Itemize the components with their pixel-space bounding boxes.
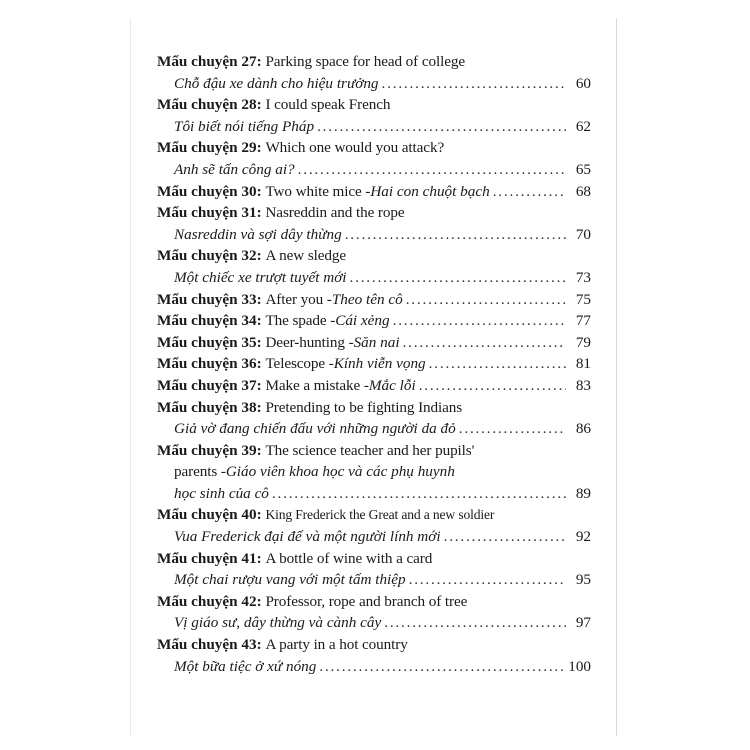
- leader-dots: [272, 483, 566, 505]
- leader-dots: [409, 569, 566, 591]
- toc-entry-28: [157, 94, 591, 137]
- toc-entry-heading: [157, 504, 591, 526]
- english-title: Make a mistake -: [265, 376, 369, 394]
- book-page: [130, 18, 617, 736]
- toc-entry-subline: [157, 267, 591, 289]
- english-title: The science teacher and her pupils': [265, 441, 475, 459]
- toc-entry-heading: [157, 634, 591, 656]
- toc-entry-subline: [157, 418, 591, 440]
- toc-entry-subline: [157, 116, 591, 138]
- story-label: Mẩu chuyện 37:: [157, 376, 262, 394]
- toc-entry-heading: [157, 310, 591, 332]
- leader-dots: [444, 526, 566, 548]
- leader-dots: [403, 332, 566, 354]
- story-label: Mẩu chuyện 30:: [157, 182, 262, 200]
- toc-entry-subline: [157, 224, 591, 246]
- page-number: 100: [568, 657, 591, 675]
- vietnamese-title: Giả vờ đang chiến đấu với những người da đỏ: [174, 420, 456, 438]
- toc-entry-30: [157, 181, 591, 203]
- english-title: King Frederick the Great and a new soldier: [265, 507, 495, 523]
- toc-entry-37: [157, 375, 591, 397]
- english-title: Deer-hunting -: [265, 333, 354, 351]
- vietnamese-title: Giáo viên khoa học và các phụ huynh: [225, 463, 455, 481]
- toc-entry-36: [157, 353, 591, 375]
- story-label: Mẩu chuyện 27:: [157, 53, 262, 70]
- page-number: 89: [575, 484, 591, 502]
- page-number: 83: [575, 376, 591, 394]
- toc-entry-subline: [157, 612, 591, 634]
- toc-entry-39: [157, 440, 591, 505]
- toc-entry-heading: [157, 289, 591, 311]
- page-number: 73: [575, 268, 591, 286]
- leader-dots: [419, 375, 566, 397]
- story-label: Mẩu chuyện 38:: [157, 398, 262, 416]
- toc-entry-subline: [157, 159, 591, 181]
- toc-entry-29: [157, 137, 591, 180]
- page-number: 60: [575, 74, 591, 92]
- toc-entry-heading: [157, 591, 591, 613]
- story-label: Mẩu chuyện 32:: [157, 247, 262, 265]
- toc-entry-heading: [157, 440, 591, 462]
- vietnamese-title: Mắc lỗi: [368, 376, 416, 394]
- toc-entry-heading: [157, 94, 591, 116]
- toc-entry-42: [157, 591, 591, 634]
- page-number: 70: [575, 225, 591, 243]
- english-title: Telescope -: [265, 355, 334, 373]
- english-title: Pretending to be fighting Indians: [265, 398, 463, 416]
- toc-entry-43: [157, 634, 591, 677]
- story-label: Mẩu chuyện 31:: [157, 204, 262, 222]
- toc-entry-35: [157, 332, 591, 354]
- leader-dots: [298, 159, 566, 181]
- page-number: 95: [575, 571, 591, 589]
- page-number: 81: [575, 355, 591, 373]
- vietnamese-title: Một bữa tiệc ở xứ nóng: [174, 657, 317, 675]
- page-number: 62: [575, 117, 591, 135]
- vietnamese-title: Nasreddin và sợi dây thừng: [174, 225, 342, 243]
- english-title: The spade -: [265, 312, 336, 330]
- english-title: Which one would you attack?: [265, 139, 445, 157]
- toc-entry-31: [157, 202, 591, 245]
- english-title: Nasreddin and the rope: [265, 204, 405, 222]
- english-title: Parking space for head of college: [265, 53, 465, 70]
- leader-dots: [429, 353, 566, 375]
- leader-dots: [350, 267, 566, 289]
- toc-entry-subline: [157, 569, 591, 591]
- leader-dots: [384, 612, 566, 634]
- page-number: 86: [575, 420, 591, 438]
- toc-entry-heading: [157, 181, 591, 203]
- toc-entry-subline: [157, 526, 591, 548]
- vietnamese-title: Tôi biết nói tiếng Pháp: [174, 117, 315, 135]
- leader-dots: [319, 656, 565, 678]
- story-label: Mẩu chuyện 40:: [157, 506, 262, 524]
- toc-entry-heading: [157, 375, 591, 397]
- story-label: Mẩu chuyện 43:: [157, 636, 262, 654]
- leader-dots: [317, 116, 566, 138]
- vietnamese-title: Săn nai: [353, 333, 400, 351]
- leader-dots: [345, 224, 566, 246]
- toc-entry-heading: [157, 51, 591, 73]
- toc-entry-subline: [157, 461, 591, 483]
- vietnamese-title: Vua Frederick đại đế và một người lính mới: [174, 528, 441, 546]
- leader-dots: [493, 181, 566, 203]
- vietnamese-title: Theo tên cô: [331, 290, 403, 308]
- toc-entry-40: [157, 504, 591, 547]
- toc-entry-41: [157, 548, 591, 591]
- vietnamese-title: Cái xẻng: [335, 312, 390, 330]
- story-label: Mẩu chuyện 41:: [157, 549, 262, 567]
- english-title: Two white mice -: [265, 182, 371, 200]
- story-label: Mẩu chuyện 42:: [157, 592, 262, 610]
- vietnamese-title: Vị giáo sư, dây thừng và cành cây: [174, 614, 382, 632]
- story-label: Mẩu chuyện 34:: [157, 312, 262, 330]
- toc-entry-heading: [157, 548, 591, 570]
- leader-dots: [382, 73, 566, 95]
- leader-dots: [393, 310, 566, 332]
- toc-entry-heading: [157, 332, 591, 354]
- english-title-continued: parents -: [174, 463, 226, 481]
- english-title: A bottle of wine with a card: [265, 549, 433, 567]
- vietnamese-title: Một chiếc xe trượt tuyết mới: [174, 268, 347, 286]
- toc-entry-subline: [157, 656, 591, 678]
- toc-entry-heading: [157, 245, 591, 267]
- english-title: A party in a hot country: [265, 636, 408, 654]
- english-title: A new sledge: [265, 247, 347, 265]
- toc-entry-38: [157, 397, 591, 440]
- vietnamese-title-continued: học sinh của cô: [174, 484, 269, 502]
- page-number: 92: [575, 528, 591, 546]
- page-number: 75: [575, 290, 591, 308]
- leader-dots: [406, 289, 566, 311]
- story-label: Mẩu chuyện 36:: [157, 355, 262, 373]
- vietnamese-title: Kính viễn vọng: [333, 355, 426, 373]
- toc-entry-subline: [157, 483, 591, 505]
- toc-entry-subline: [157, 73, 591, 95]
- vietnamese-title: Hai con chuột bạch: [370, 182, 490, 200]
- page-number: 97: [575, 614, 591, 632]
- vietnamese-title: Anh sẽ tấn công ai?: [174, 160, 295, 178]
- page-number: 68: [575, 182, 591, 200]
- toc-entry-heading: [157, 353, 591, 375]
- toc-entry-27: [157, 51, 591, 94]
- english-title: I could speak French: [265, 96, 391, 114]
- story-label: Mẩu chuyện 29:: [157, 139, 262, 157]
- page-number: 79: [575, 333, 591, 351]
- toc-entry-heading: [157, 397, 591, 419]
- vietnamese-title: Chỗ đậu xe dành cho hiệu trưởng: [174, 74, 379, 92]
- toc-entry-32: [157, 245, 591, 288]
- table-of-contents: [157, 51, 591, 677]
- leader-dots: [459, 418, 566, 440]
- page-number: 77: [575, 312, 591, 330]
- story-label: Mẩu chuyện 33:: [157, 290, 262, 308]
- story-label: Mẩu chuyện 39:: [157, 441, 262, 459]
- english-title: After you -: [265, 290, 332, 308]
- toc-entry-heading: [157, 202, 591, 224]
- vietnamese-title: Một chai rượu vang với một tấm thiệp: [174, 571, 406, 589]
- toc-entry-34: [157, 310, 591, 332]
- toc-entry-33: [157, 289, 591, 311]
- english-title: Professor, rope and branch of tree: [265, 592, 468, 610]
- story-label: Mẩu chuyện 35:: [157, 333, 262, 351]
- toc-entry-heading: [157, 137, 591, 159]
- page-number: 65: [575, 160, 591, 178]
- story-label: Mẩu chuyện 28:: [157, 96, 262, 114]
